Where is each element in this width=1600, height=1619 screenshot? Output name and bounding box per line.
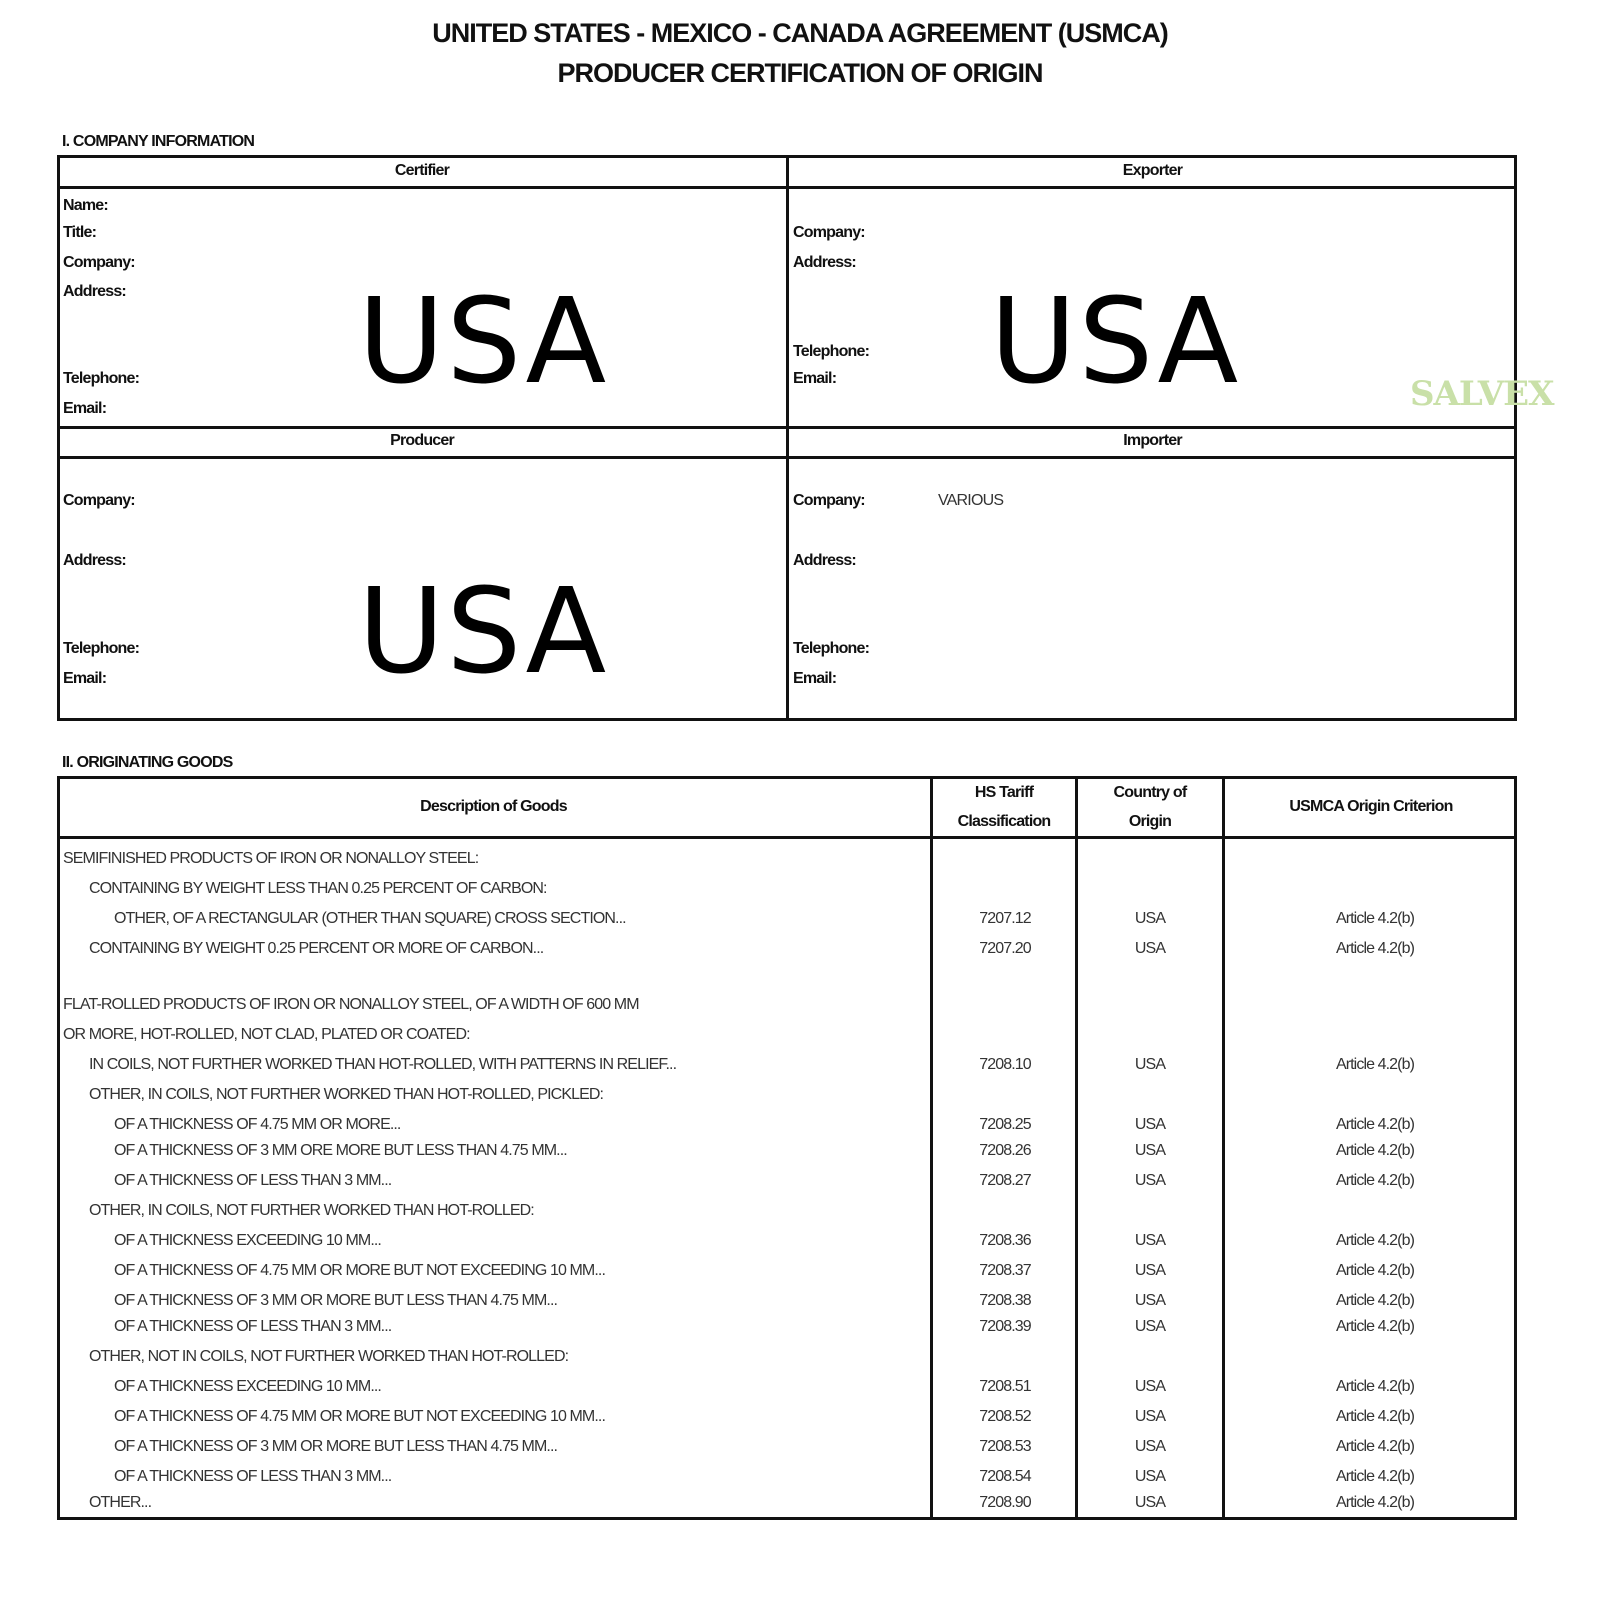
document-title-line-2: PRODUCER CERTIFICATION OF ORIGIN — [557, 58, 1043, 88]
hs-tariff-code: 7208.52 — [979, 1408, 1031, 1425]
importer-email-label: Email: — [793, 670, 837, 687]
exporter-company-label: Company: — [793, 224, 865, 241]
goods-table-row — [0, 1142, 1600, 1168]
producer-header: Producer — [390, 432, 454, 449]
origin-criterion: Article 4.2(b) — [1335, 1468, 1415, 1485]
goods-table-row — [0, 940, 1600, 966]
goods-description: CONTAINING BY WEIGHT 0.25 PERCENT OR MORE OF CARBON... — [89, 940, 544, 957]
exporter-telephone-label: Telephone: — [793, 343, 870, 360]
hs-tariff-code: 7208.25 — [979, 1116, 1031, 1133]
goods-description: OF A THICKNESS OF 4.75 MM OR MORE BUT NOT EXCEEDING 10 MM... — [114, 1262, 605, 1279]
goods-table-row — [0, 1086, 1600, 1112]
goods-description: OF A THICKNESS OF 3 MM OR MORE BUT LESS THAN 4.75 MM... — [114, 1438, 558, 1455]
salvex-watermark: SALVEX — [1410, 374, 1554, 414]
hs-tariff-code: 7208.53 — [979, 1438, 1031, 1455]
document-title-line-1: UNITED STATES - MEXICO - CANADA AGREEMENT (USMCA) — [432, 18, 1168, 48]
hs-tariff-code: 7208.10 — [979, 1056, 1031, 1073]
certifier-email-label: Email: — [63, 400, 107, 417]
goods-description: OF A THICKNESS OF LESS THAN 3 MM... — [114, 1318, 392, 1335]
goods-table-row — [0, 1292, 1600, 1318]
certifier-address-label: Address: — [63, 283, 126, 300]
producer-address-label: Address: — [63, 552, 126, 569]
country-of-origin: USA — [1134, 1292, 1166, 1309]
country-header-line-2: Origin — [1128, 813, 1172, 830]
origin-criterion: Article 4.2(b) — [1335, 1378, 1415, 1395]
goods-table-row — [0, 1056, 1600, 1082]
goods-table-row — [0, 1468, 1600, 1494]
goods-table-row — [0, 1232, 1600, 1258]
producer-email-label: Email: — [63, 670, 107, 687]
country-of-origin: USA — [1134, 1262, 1166, 1279]
certifier-name-label: Name: — [63, 197, 108, 214]
goods-table-row — [0, 850, 1600, 876]
goods-table-row — [0, 1438, 1600, 1464]
column-header-hs-tariff — [933, 778, 1075, 836]
goods-header-rule — [57, 836, 1517, 839]
country-of-origin: USA — [1134, 1172, 1166, 1189]
hs-tariff-code: 7207.20 — [979, 940, 1031, 957]
country-of-origin: USA — [1134, 1232, 1166, 1249]
origin-criterion: Article 4.2(b) — [1335, 1172, 1415, 1189]
company-information-heading: I. COMPANY INFORMATION — [62, 133, 255, 150]
goods-table-row — [0, 1348, 1600, 1374]
hs-tariff-code: 7208.36 — [979, 1232, 1031, 1249]
hs-tariff-code: 7208.39 — [979, 1318, 1031, 1335]
goods-description: OF A THICKNESS OF 4.75 MM OR MORE BUT NOT EXCEEDING 10 MM... — [114, 1408, 605, 1425]
hs-tariff-code: 7208.38 — [979, 1292, 1031, 1309]
producer-telephone-label: Telephone: — [63, 640, 140, 657]
certifier-telephone-label: Telephone: — [63, 370, 140, 387]
importer-company-label: Company: — [793, 492, 865, 509]
goods-table-row — [0, 1116, 1600, 1142]
exporter-address-label: Address: — [793, 254, 856, 271]
origin-criterion: Article 4.2(b) — [1335, 1292, 1415, 1309]
goods-description: IN COILS, NOT FURTHER WORKED THAN HOT-ROLLED, WITH PATTERNS IN RELIEF... — [89, 1056, 677, 1073]
origin-criterion: Article 4.2(b) — [1335, 1408, 1415, 1425]
column-header-country — [1078, 778, 1222, 836]
goods-description: OF A THICKNESS EXCEEDING 10 MM... — [114, 1378, 381, 1395]
origin-criterion: Article 4.2(b) — [1335, 940, 1415, 957]
producer-company-label: Company: — [63, 492, 135, 509]
importer-header: Importer — [1123, 432, 1182, 449]
country-of-origin: USA — [1134, 940, 1166, 957]
hs-tariff-code: 7208.27 — [979, 1172, 1031, 1189]
certifier-usa-stamp: USA — [358, 272, 609, 410]
country-of-origin: USA — [1134, 1056, 1166, 1073]
originating-goods-heading: II. ORIGINATING GOODS — [62, 754, 233, 771]
column-header-criterion: USMCA Origin Criterion — [1289, 798, 1453, 815]
origin-criterion: Article 4.2(b) — [1335, 1116, 1415, 1133]
certifier-title-label: Title: — [63, 224, 97, 241]
goods-description: OR MORE, HOT-ROLLED, NOT CLAD, PLATED OR COATED: — [63, 1026, 470, 1043]
exporter-usa-stamp: USA — [990, 272, 1241, 410]
goods-description: OF A THICKNESS OF 4.75 MM OR MORE... — [114, 1116, 401, 1133]
country-of-origin: USA — [1134, 1408, 1166, 1425]
origin-criterion: Article 4.2(b) — [1335, 1142, 1415, 1159]
exporter-header: Exporter — [1122, 162, 1183, 179]
origin-criterion: Article 4.2(b) — [1335, 1494, 1415, 1511]
goods-description: OF A THICKNESS OF 3 MM ORE MORE BUT LESS THAN 4.75 MM... — [114, 1142, 567, 1159]
goods-description: OTHER... — [89, 1494, 152, 1511]
goods-table-row — [0, 1318, 1600, 1344]
goods-description: OF A THICKNESS OF LESS THAN 3 MM... — [114, 1172, 392, 1189]
importer-address-label: Address: — [793, 552, 856, 569]
country-of-origin: USA — [1134, 1116, 1166, 1133]
hs-tariff-code: 7208.51 — [979, 1378, 1031, 1395]
certifier-header-rule — [57, 186, 1517, 189]
goods-table-row — [0, 1026, 1600, 1052]
hs-tariff-code: 7208.90 — [979, 1494, 1031, 1511]
country-of-origin: USA — [1134, 1318, 1166, 1335]
importer-company-value: VARIOUS — [938, 492, 1004, 509]
goods-table-row — [0, 1378, 1600, 1404]
goods-description: OTHER, IN COILS, NOT FURTHER WORKED THAN HOT-ROLLED: — [89, 1202, 534, 1219]
hs-tariff-code: 7208.54 — [979, 1468, 1031, 1485]
producer-top-rule — [57, 426, 1517, 429]
hs-tariff-code: 7207.12 — [979, 910, 1031, 927]
goods-description: OTHER, NOT IN COILS, NOT FURTHER WORKED THAN HOT-ROLLED: — [89, 1348, 569, 1365]
country-of-origin: USA — [1134, 1494, 1166, 1511]
goods-description: OF A THICKNESS OF 3 MM OR MORE BUT LESS THAN 4.75 MM... — [114, 1292, 558, 1309]
producer-header-rule — [57, 456, 1517, 459]
certifier-header: Certifier — [394, 162, 450, 179]
hs-tariff-code: 7208.26 — [979, 1142, 1031, 1159]
country-of-origin: USA — [1134, 1378, 1166, 1395]
goods-description: SEMIFINISHED PRODUCTS OF IRON OR NONALLOY STEEL: — [63, 850, 479, 867]
goods-table-row — [0, 910, 1600, 936]
goods-description: OTHER, IN COILS, NOT FURTHER WORKED THAN HOT-ROLLED, PICKLED: — [89, 1086, 604, 1103]
origin-criterion: Article 4.2(b) — [1335, 910, 1415, 927]
country-header-line-1: Country of — [1113, 784, 1187, 801]
goods-table-row — [0, 1262, 1600, 1288]
hs-tariff-code: 7208.37 — [979, 1262, 1031, 1279]
goods-table-row — [0, 880, 1600, 906]
goods-table-row — [0, 996, 1600, 1022]
goods-description: OF A THICKNESS EXCEEDING 10 MM... — [114, 1232, 381, 1249]
goods-table-row — [0, 1202, 1600, 1228]
origin-criterion: Article 4.2(b) — [1335, 1318, 1415, 1335]
exporter-email-label: Email: — [793, 370, 837, 387]
origin-criterion: Article 4.2(b) — [1335, 1438, 1415, 1455]
country-of-origin: USA — [1134, 1468, 1166, 1485]
goods-table-row — [0, 1494, 1600, 1520]
goods-description: OF A THICKNESS OF LESS THAN 3 MM... — [114, 1468, 392, 1485]
column-header-description: Description of Goods — [420, 798, 567, 815]
hs-header-line-1: HS Tariff — [974, 784, 1034, 801]
origin-criterion: Article 4.2(b) — [1335, 1262, 1415, 1279]
importer-telephone-label: Telephone: — [793, 640, 870, 657]
hs-header-line-2: Classification — [957, 813, 1051, 830]
goods-description: FLAT-ROLLED PRODUCTS OF IRON OR NONALLOY STEEL, OF A WIDTH OF 600 MM — [63, 996, 639, 1013]
origin-criterion: Article 4.2(b) — [1335, 1056, 1415, 1073]
country-of-origin: USA — [1134, 1142, 1166, 1159]
goods-table-row — [0, 1408, 1600, 1434]
producer-usa-stamp: USA — [358, 562, 609, 700]
certifier-company-label: Company: — [63, 254, 135, 271]
goods-description: OTHER, OF A RECTANGULAR (OTHER THAN SQUARE) CROSS SECTION... — [114, 910, 626, 927]
goods-table-row — [0, 1172, 1600, 1198]
origin-criterion: Article 4.2(b) — [1335, 1232, 1415, 1249]
country-of-origin: USA — [1134, 1438, 1166, 1455]
goods-description: CONTAINING BY WEIGHT LESS THAN 0.25 PERCENT OF CARBON: — [89, 880, 547, 897]
country-of-origin: USA — [1134, 910, 1166, 927]
